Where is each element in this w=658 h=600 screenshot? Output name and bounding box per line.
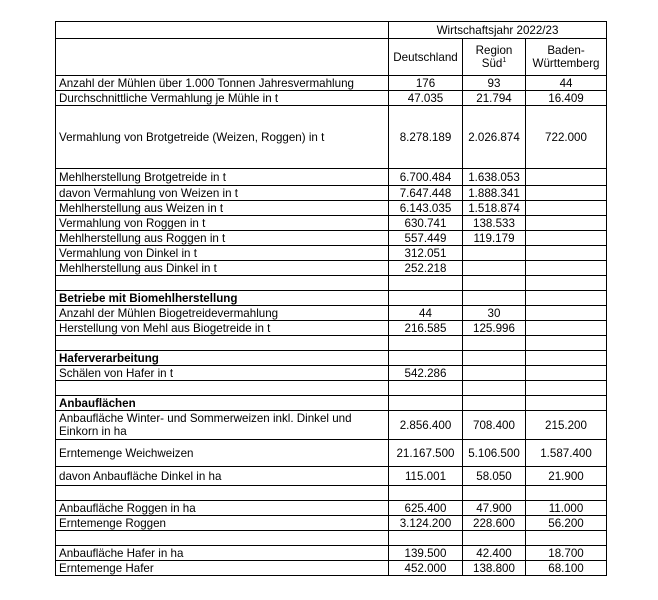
- table-row: Erntemenge Weichweizen 21.167.500 5.106.500 1.587.400: [56, 440, 607, 467]
- header-row-columns: [56, 39, 607, 76]
- table-row: Mehlherstellung aus Weizen in t 6.143.035 1.518.874: [56, 201, 607, 216]
- footnote-marker: 1: [502, 57, 507, 65]
- table-row: Erntemenge Roggen 3.124.200 228.600 56.200: [56, 516, 607, 531]
- section-heading: Haferverarbeitung: [56, 351, 389, 366]
- table-row: Anzahl der Mühlen Biogetreidevermahlung 44 30: [56, 306, 607, 321]
- section-heading-row: [56, 291, 607, 306]
- section-heading: Anbauflächen: [56, 396, 389, 411]
- table-row: Mehlherstellung aus Roggen in t 557.449 119.179: [56, 231, 607, 246]
- header-deutschland: Deutschland: [389, 39, 463, 76]
- header-period: Wirtschaftsjahr 2022/23: [389, 22, 607, 39]
- section-heading-row: [56, 396, 607, 411]
- table-row: Erntemenge Hafer 452.000 138.800 68.100: [56, 561, 607, 576]
- table-row: Anzahl der Mühlen über 1.000 Tonnen Jahresvermahlung 176 93 44: [56, 76, 607, 91]
- table-row: Anbaufläche Roggen in ha 625.400 47.900 11.000: [56, 501, 607, 516]
- table-row: Vermahlung von Roggen in t 630.741 138.533: [56, 216, 607, 231]
- table-row: Anbaufläche Hafer in ha 139.500 42.400 18.700: [56, 546, 607, 561]
- header-empty-cell: [56, 39, 389, 76]
- table-row: Vermahlung von Brotgetreide (Weizen, Roggen) in t 8.278.189 2.026.874 722.000: [56, 106, 607, 169]
- section-heading: Betriebe mit Biomehlherstellung: [56, 291, 389, 306]
- spacer-row: [56, 336, 607, 351]
- spacer-row: [56, 486, 607, 501]
- header-row-period: [56, 22, 607, 39]
- table-row: Vermahlung von Dinkel in t 312.051: [56, 246, 607, 261]
- header-empty-cell: [56, 22, 389, 39]
- spacer-row: [56, 531, 607, 546]
- table-row: Herstellung von Mehl aus Biogetreide in t 216.585 125.996: [56, 321, 607, 336]
- statistics-table: [55, 21, 607, 576]
- table-row: Mehlherstellung Brotgetreide in t 6.700.484 1.638.053: [56, 169, 607, 186]
- header-baden-wuerttemberg: Baden- Württemberg: [526, 39, 607, 76]
- table-row: Schälen von Hafer in t 542.286: [56, 366, 607, 381]
- header-region-sued: Region Süd$^1$: [463, 39, 526, 76]
- section-heading-row: [56, 351, 607, 366]
- table-row: Anbaufläche Winter- und Sommerweizen inkl. Dinkel und Einkorn in ha 2.856.400 708.400 215.200: [56, 411, 607, 440]
- table-row: davon Anbaufläche Dinkel in ha 115.001 58.050 21.900: [56, 467, 607, 486]
- table-row: Durchschnittliche Vermahlung je Mühle in t 47.035 21.794 16.409: [56, 91, 607, 106]
- table-row: Mehlherstellung aus Dinkel in t 252.218: [56, 261, 607, 276]
- spacer-row: [56, 276, 607, 291]
- table-row: davon Vermahlung von Weizen in t 7.647.448 1.888.341: [56, 186, 607, 201]
- spacer-row: [56, 381, 607, 396]
